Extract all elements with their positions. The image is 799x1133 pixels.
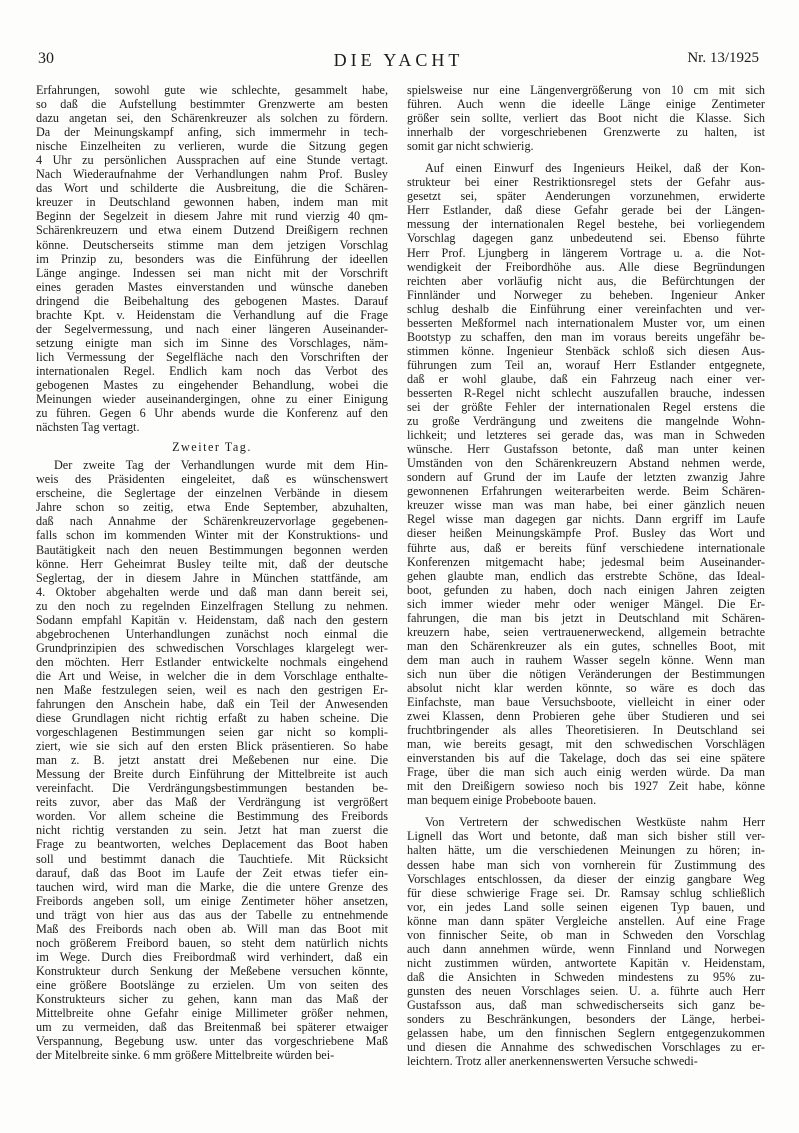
text-line: führen. Auch wenn die ideelle Länge einige Zentimeter: [407, 97, 765, 112]
text-line: stimmen könne. Ingenieur Stenbäck schloß sich diesen Aus-: [407, 343, 765, 358]
text-line: daß die Ansichten in Schweden mindestens zu 95% zu-: [407, 969, 765, 984]
text-line: sich nun über die nötigen Veränderungen der Bestimmungen: [407, 666, 765, 681]
text-line: auch dann annehmen würde, wenn Finnland und Norwegen: [407, 941, 765, 956]
text-line: Messung der Breite durch Einführung der Mittelbreite ist auch: [36, 767, 388, 782]
text-line: abgebrochenen Unterhandlungen zunächst noch einmal die: [36, 626, 388, 641]
text-line: somit gar nicht schwierig.: [407, 139, 534, 154]
text-line: kreuzer in Deutschland gewonnen haben, indem man mit: [36, 195, 388, 210]
page-header: [38, 50, 759, 74]
text-line: worden. Vor allem scheine die Bestimmung des Freibords: [36, 809, 388, 824]
text-line: man den Schärenkreuzer als ein gutes, schnelles Boot, mit: [407, 638, 765, 653]
text-line: zu führen. Gegen 6 Uhr abends wurde die Konferenz auf den: [36, 406, 388, 421]
text-line: um zu vermeiden, daß das Breitenmaß bei späterer etwaiger: [36, 1020, 388, 1035]
text-line: Auf einen Einwurf des Ingenieurs Heikel, daß der Kon-: [425, 161, 765, 176]
text-line: Maß des Freibords nach oben ab. Will man das Boot mit: [36, 921, 388, 936]
text-line: zwei Klassen, denn Probieren gehe über Studieren und sei: [407, 709, 765, 724]
text-line: besserten R-Regel nicht schlecht auszufallen brauche, indessen: [407, 385, 765, 400]
text-line: absolut nicht klar werden könnte, so wäre es doch das: [407, 680, 765, 695]
text-line: gelassen habe, um den finnischen Seglern entgegenzukommen: [407, 1026, 765, 1041]
text-line: einverstanden bis auf die Takelage, doch das sei eine spätere: [407, 751, 765, 766]
text-line: könne. Herr Geheimrat Busley teilte mit, daß der deutsche: [36, 556, 388, 571]
text-line: vorgeschlagenen Bestimmungen seien gar nicht so kompli-: [36, 725, 388, 740]
text-line: noch größerem Freibord bauen, so steht dem natürlich nichts: [36, 935, 388, 950]
text-line: 4 Uhr zu persönlichen Aussprachen auf eine Stunde vertagt.: [36, 153, 388, 168]
text-line: kreuzern habe, seien vertrauenerweckend, allgemein betrachte: [407, 624, 765, 639]
text-line: Von Vertretern der schwedischen Westküste nahm Herr: [425, 815, 765, 830]
text-line: lich Vermessung der Segelfläche nach den Vorschriften der: [36, 349, 388, 364]
text-line: zu große Verdrängung und zweitens die mangelnde Wohn-: [407, 414, 765, 429]
text-line: den möchten. Herr Estlander entwickelte nochmals eingehend: [36, 654, 388, 669]
text-line: Regel wisse man dagegen gar nichts. Dann ergriff im Laufe: [407, 512, 765, 527]
text-line: kreuzer wisse man was man habe, bei einer gänzlich neuen: [407, 498, 765, 513]
text-line: Freibords angeben soll, um einige Zentimeter höher ansetzen,: [36, 893, 388, 908]
text-line: Lignell das Wort und betonte, daß man sich bisher still ver-: [407, 829, 765, 844]
text-line: daß er wohl glaube, daß ein Fahrzeug nach einer ver-: [407, 371, 765, 386]
right-column: [407, 83, 765, 1068]
text-line: tauchen wird, wird man die Marke, die die untere Grenze des: [36, 879, 388, 894]
text-line: Vorschlages entschlossen, da dieser der einzig gangbare Weg: [407, 871, 765, 886]
publication-title: DIE YACHT: [333, 50, 464, 70]
text-line: 4. Oktober abgehalten werde und daß man dann bereit sei,: [36, 584, 388, 599]
text-line: Konferenzen mitgemacht habe; jedesmal beim Auseinander-: [407, 554, 765, 569]
text-line: dringend die Beibehaltung des gebogenen Mastes. Darauf: [36, 293, 388, 308]
text-line: wendigkeit der Freibordhöhe aus. Alle diese Begründungen: [407, 259, 765, 274]
text-line: im Wege. Durch dies Freibordmaß wird verhindert, daß ein: [36, 949, 388, 964]
text-line: sei der größte Fehler der internationalen Regel erstens die: [407, 400, 765, 415]
text-line: innerhalb der vorgeschriebenen Grenzwerte zu halten, ist: [407, 125, 765, 140]
text-line: weis des Präsidenten eingeleitet, daß es wünschenswert: [36, 472, 388, 487]
text-line: falls schon im kommenden Winter mit der Konstruktions- und: [36, 528, 388, 543]
text-line: Sodann empfahl Kapitän v. Heidenstam, daß nach den gestern: [36, 612, 388, 627]
text-line: wünsche. Herr Gustafsson betonte, daß man unter keinen: [407, 442, 765, 457]
text-line: ziert, wie sie sich auf den ersten Blick präsentieren. So habe: [36, 739, 388, 754]
paragraph-gap: [407, 807, 765, 815]
text-line: nische Einzelheiten zu verlieren, wurde die Sitzung gegen: [36, 139, 388, 154]
text-line: führte aus, daß er bereits fünf verschiedene internationale: [407, 540, 765, 555]
text-line: Bootstyp zu schaffen, den man im voraus bereits ungefähr be-: [407, 329, 765, 344]
text-line: Meinungen wieder auseinandergingen, ohne zu einer Einigung: [36, 392, 388, 407]
text-line: gewonnenen Erfahrungen weiterarbeiten werde. Beim Schären-: [407, 484, 765, 499]
text-line: messung der internationalen Regel bestehe, bei vorliegendem: [407, 217, 765, 232]
text-line: strukteur bei einer Restriktionsregel stets der Gefahr aus-: [407, 175, 765, 190]
text-line: fahrungen den Anschein habe, daß ein Teil der Anwesenden: [36, 697, 388, 712]
text-line: man z. B. jetzt anstatt drei Meßebenen nur eine. Die: [36, 753, 388, 768]
text-line: von finnischer Seite, ob man in Schweden den Vorschlag: [407, 927, 765, 942]
text-line: man, wie bereits gesagt, mit den schwedischen Vorschlägen: [407, 737, 765, 752]
page-number: 30: [38, 50, 54, 67]
text-line: brachte Kpt. v. Heidenstam die Verhandlung auf die Frage: [36, 307, 388, 322]
text-line: Gustafsson aus, daß man schwedischerseits sich ganz be-: [407, 998, 765, 1012]
text-line: Da der Meinungskampf anfing, sich immermehr in tech-: [36, 125, 388, 140]
text-line: besserten Meßformel nach internationalem Muster vor, um einen: [407, 315, 765, 330]
text-line: reichten aber vorläufig nicht aus, die Befürchtungen der: [407, 273, 765, 288]
text-line: dessen habe man sich von vornherein für Zustimmung des: [407, 857, 765, 872]
text-line: nicht zustimmen würden, antwortete Kapitän v. Heidenstam,: [407, 955, 765, 970]
text-line: sondern auf Grund der im Laufe der letzten zwanzig Jahre: [407, 470, 765, 485]
text-line: zu den noch zu regelnden Einzelfragen Stellung zu nehmen.: [36, 598, 388, 613]
text-line: Einfachste, man baue Versuchsboote, vielleicht in einer oder: [407, 695, 765, 710]
text-line: der Segelvermessung, und nach einer längeren Auseinander-: [36, 321, 388, 336]
text-line: Mittelbreite ohne Gefahr einige Millimeter größer nehmen,: [36, 1006, 388, 1021]
text-line: Grundprinzipien des schwedischen Vorschlages klargelegt wer-: [36, 640, 388, 655]
text-line: größer sein sollte, verliert das Boot nicht die Klasse. Sich: [407, 111, 765, 126]
text-line: die Art und Weise, in welcher die in dem Vorschlage enthalte-: [36, 668, 388, 683]
text-line: Frage, über die man sich auch einig werden würde. Da man: [407, 765, 765, 780]
text-line: mit den Dreißigern sowieso noch bis 1927 Zeit habe, könne: [407, 779, 765, 794]
text-line: Konstrukteurs sicher zu gehen, kann man das Maß der: [36, 992, 388, 1006]
text-line: Verspannung, Begebung usw. unter das vorgeschriebene Maß: [36, 1034, 388, 1049]
text-line: daß nach Annahme der Schärenkreuzervorlage gegebenen-: [36, 514, 388, 529]
text-line: Bautätigkeit nach den neuen Bestimmungen begonnen werden: [36, 542, 388, 557]
text-line: boot, gefunden zu haben, doch nach einigen Jahren zeigten: [407, 582, 765, 597]
text-line: gesetzt sei, später Aenderungen vorzunehmen, erwiderte: [407, 189, 765, 204]
text-line: diese Grundlagen nicht richtig erfaßt zu haben scheine. Die: [36, 711, 388, 726]
text-line: sich immer wieder mehr oder weniger Mängel. Die Er-: [407, 596, 765, 611]
text-line: Herr Estlander, daß diese Gefahr gerade bei der Längen-: [407, 203, 765, 218]
text-line: der Mitelbreite sinke. 6 mm größere Mittelbreite würden bei-: [36, 1048, 335, 1063]
text-line: nächsten Tag vertagt.: [36, 420, 140, 435]
issue-number: Nr. 13/1925: [687, 50, 759, 66]
text-line: Finnländer und Norweger zu beheben. Ingenieur Anker: [407, 287, 765, 302]
text-line: Vorschlag dagegen ganz unbedeutend sei. Ebenso führte: [407, 231, 765, 246]
text-line: Herr Prof. Ljungberg in längerem Vortrage u. a. die Not-: [407, 245, 765, 260]
text-line: gehen glaubte man, endlich das erstrebte Schöne, das Ideal-: [407, 568, 765, 583]
text-line: Der zweite Tag der Verhandlungen wurde mit dem Hin-: [54, 458, 388, 473]
text-line: führungen zum Teil an, worauf Herr Estlander entgegnete,: [407, 357, 765, 372]
text-line: lichkeit; und letzteres sei gerade das, was man in Schweden: [407, 428, 765, 443]
text-line: nen Maße festzulegen seien, weil es nach den gestrigen Er-: [36, 682, 388, 697]
paragraph-gap: [407, 153, 765, 161]
text-line: nicht richtig verstanden zu sein. Jetzt hat man zuerst die: [36, 823, 388, 838]
text-line: für diese schwierige Frage sei. Dr. Ramsay schlug schließlich: [407, 885, 765, 900]
text-line: Jahre schon so zeitig, etwa Ende September, abzuhalten,: [36, 500, 388, 515]
text-line: so daß die Aufstellung bestimmter Grenzwerte am besten: [36, 97, 388, 112]
text-line: fruchtbringender als alles Theoretisieren. In Deutschland sei: [407, 723, 765, 738]
text-line: vereinfacht. Die Verdrängungsbestimmungen bestanden be-: [36, 781, 388, 796]
text-line: leichtern. Trotz aller anerkennenswerten Versuche schwedi-: [407, 1054, 698, 1069]
text-line: sonders zu Beschränkungen, besonders der Länge, herbei-: [407, 1012, 765, 1027]
text-line: setzung einigte man sich im Sinne des Vorschlages, näm-: [36, 335, 388, 350]
text-line: Erfahrungen, sowohl gute wie schlechte, gesammelt habe,: [36, 83, 388, 97]
text-line: eines geraden Mastes einverstanden und wünsche daneben: [36, 279, 388, 294]
text-line: dieser heißen Meinungskämpfe Prof. Busley das Wort und: [407, 526, 765, 541]
text-line: gunsten des neuen Vorschlages seien. U. a. führte auch Herr: [407, 983, 765, 998]
left-column: [36, 83, 388, 1062]
text-line: internationalen Regel. Endlich kam noch das Verbot des: [36, 363, 388, 378]
text-line: Schärenkreuzern und etwa einem Dutzend Dreißigern rechnen: [36, 223, 388, 238]
text-line: Beginn der Segelzeit in diesem Jahre mit rund vierzig 40 qm-: [36, 209, 388, 224]
text-line: gebogenen Mastes zu eingehender Behandlung, wobei die: [36, 377, 388, 392]
text-line: das Wort und schilderte die Ausbreitung, die die Schären-: [36, 181, 388, 196]
text-line: reits zuvor, aber das Maß der Verdrängung ist vergrößert: [36, 795, 388, 810]
text-line: und diesen die Annahme des schwedischen Vorschlages zu er-: [407, 1040, 765, 1055]
text-line: halten hätte, um die verschiedenen Meinungen zu hören; in-: [407, 843, 765, 858]
text-line: könne man dann später Vergleiche anstellen. Auf eine Frage: [407, 913, 765, 928]
text-line: Länge anginge. Indessen sei man nicht mit der Vorschrift: [36, 265, 388, 280]
text-line: soll und bestimmt danach die Tauchtiefe. Mit Rücksicht: [36, 851, 388, 866]
section-heading: Zweiter Tag.: [172, 440, 252, 455]
text-line: vor, ein jedes Land solle seinen eigenen Typ bauen, und: [407, 899, 765, 914]
text-line: man bequem einige Probeboote bauen.: [407, 793, 597, 808]
text-line: im Prinzip zu, besonders was die Einführung der ideellen: [36, 251, 388, 266]
text-line: darauf, daß das Boot im Laufe der Zeit etwas tiefer ein-: [36, 865, 388, 880]
text-line: erscheine, die Seglertage der einzelnen Verbände in diesem: [36, 486, 388, 501]
text-line: könne. Deutscherseits stimme man dem jetzigen Vorschlag: [36, 237, 388, 252]
text-line: und trägt von hier aus das aus der Tabelle zu entnehmende: [36, 907, 388, 922]
text-line: Seglertag, der in diesem Jahre in München stattfände, am: [36, 570, 388, 585]
text-line: Frage zu beantworten, welches Deplacement das Boot haben: [36, 837, 388, 852]
text-line: eine größere Bootslänge zu erzielen. Um von seiten des: [36, 977, 388, 992]
text-line: Umständen von den Schärenkreuzern Abstand nehmen werde,: [407, 456, 765, 471]
text-line: fahrungen, die man bis jetzt in Deutschland mit Schären-: [407, 610, 765, 625]
text-line: dazu angetan sei, den Schärenkreuzer als solchen zu fördern.: [36, 111, 388, 126]
text-line: spielsweise nur eine Längenvergrößerung von 10 cm mit sich: [407, 83, 765, 97]
text-line: schlug deshalb die Einführung einer vereinfachten und ver-: [407, 301, 765, 316]
text-line: Konstrukteur durch Senkung der Meßebene versuchen könnte,: [36, 963, 388, 978]
text-line: Nach Wiederaufnahme der Verhandlungen nahm Prof. Busley: [36, 167, 388, 182]
text-line: dem man auch in rauhem Wasser segeln könne. Wenn man: [407, 652, 765, 667]
